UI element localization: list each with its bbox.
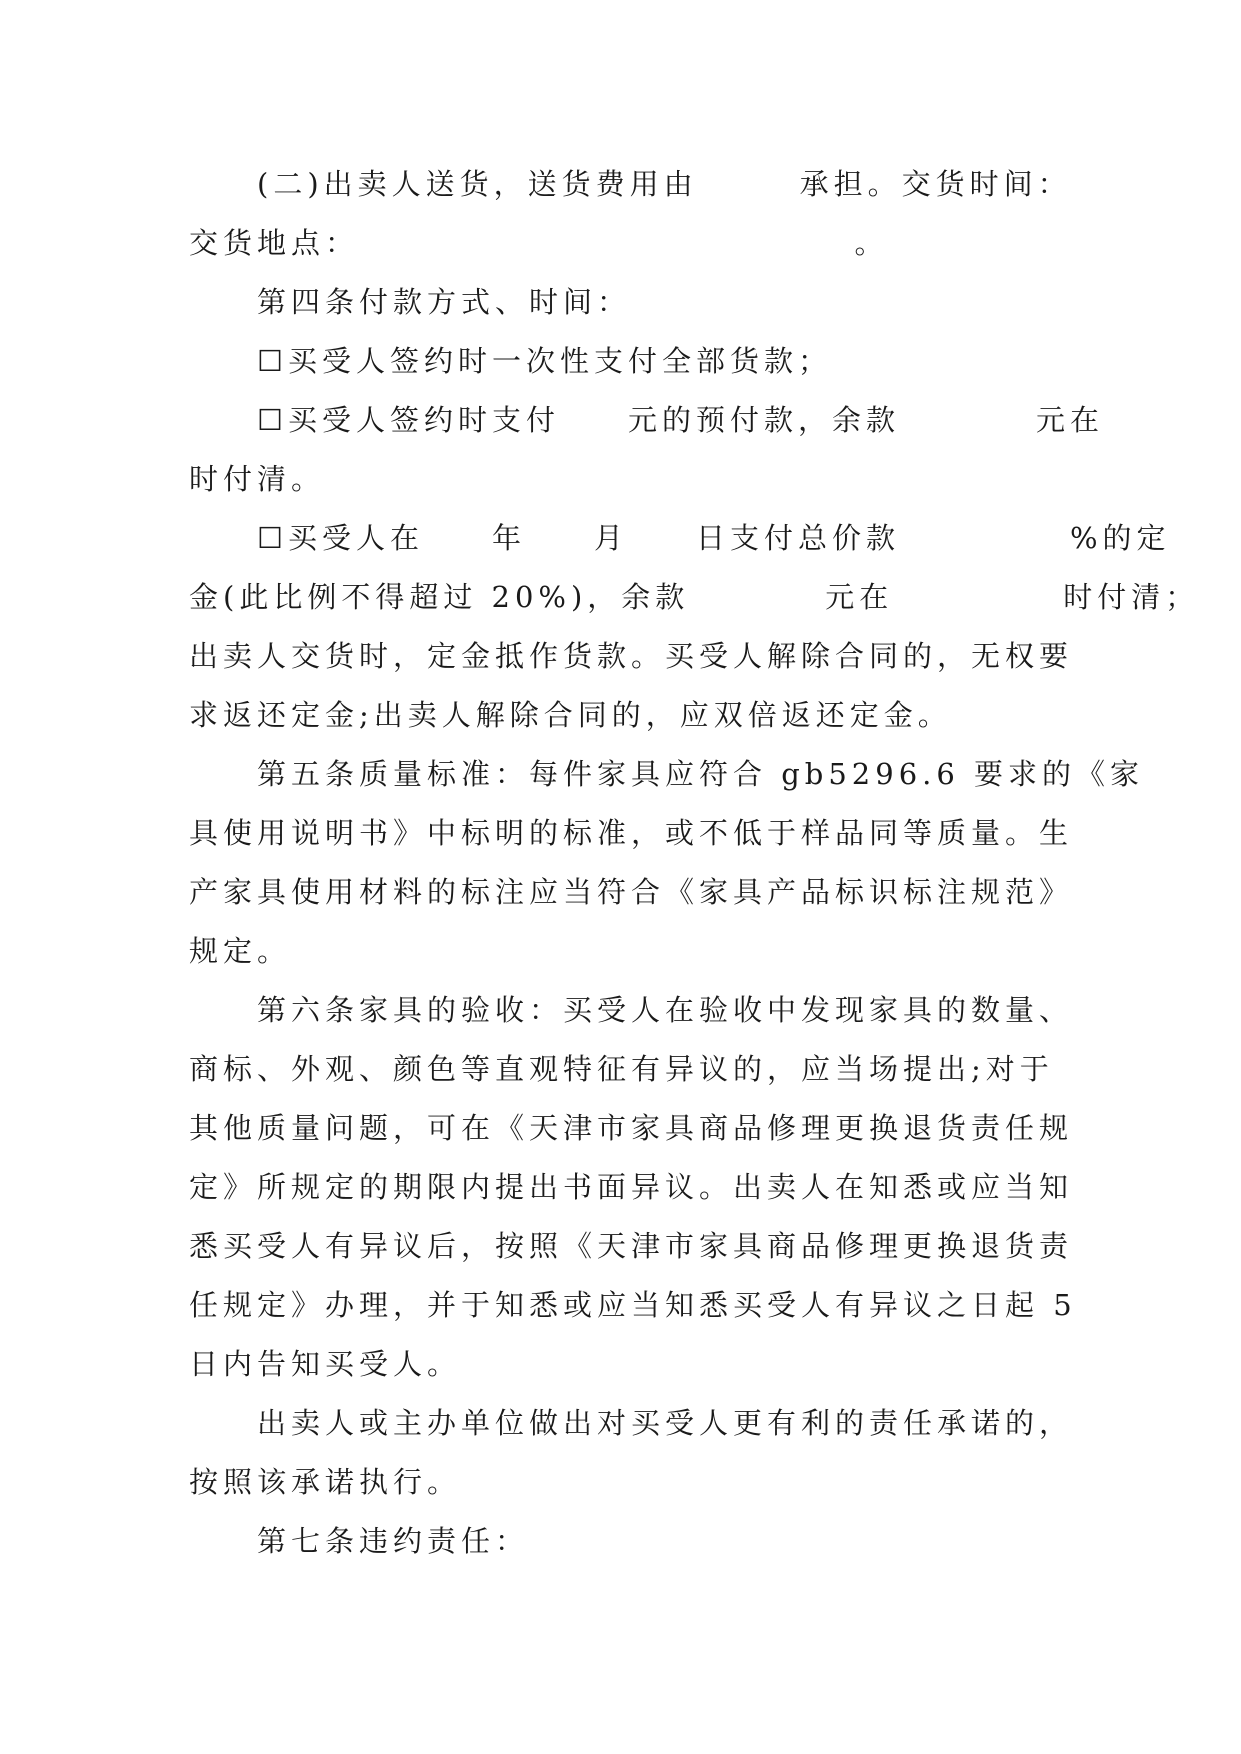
text-line: 第七条违约责任： bbox=[257, 1524, 530, 1558]
text-line: 定》所规定的期限内提出书面异议。出卖人在知悉或应当知 bbox=[189, 1170, 1074, 1204]
text-line: 其他质量问题，可在《天津市家具商品修理更换退货责任规 bbox=[189, 1111, 1074, 1145]
text-line: ☐买受人签约时一次性支付全部货款； bbox=[257, 344, 832, 378]
paragraph-article-5 bbox=[189, 745, 1145, 981]
text-line: (二)出卖人送货，送货费用由 承担。交货时间： bbox=[257, 167, 1072, 201]
text-line: 交货地点： 。 bbox=[189, 226, 889, 260]
text-line: 日内告知买受人。 bbox=[189, 1347, 462, 1381]
text-line: 金(此比例不得超过 20%)，余款 元在 时付清； bbox=[189, 580, 1200, 614]
paragraph-article-6 bbox=[189, 981, 1077, 1394]
document-page bbox=[189, 155, 1200, 1571]
paragraph-payment-option-2 bbox=[189, 391, 1104, 509]
text-line: 按照该承诺执行。 bbox=[189, 1465, 462, 1499]
text-line: 悉买受人有异议后，按照《天津市家具商品修理更换退货责 bbox=[189, 1229, 1074, 1263]
text-line: ☐买受人签约时支付 元的预付款，余款 元在 bbox=[257, 403, 1104, 437]
text-line: 产家具使用材料的标注应当符合《家具产品标识标注规范》 bbox=[189, 875, 1074, 909]
paragraph-payment-option-1 bbox=[189, 332, 1059, 391]
text-line: 时付清。 bbox=[189, 462, 326, 496]
text-line: 求返还定金;出卖人解除合同的，应双倍返还定金。 bbox=[189, 698, 952, 732]
text-line: 第五条质量标准：每件家具应符合 gb5296.6 要求的《家 bbox=[257, 757, 1145, 791]
text-line: 出卖人交货时，定金抵作货款。买受人解除合同的，无权要 bbox=[189, 639, 1074, 673]
text-line: 具使用说明书》中标明的标准，或不低于样品同等质量。生 bbox=[189, 816, 1074, 850]
text-line: ☐买受人在 年 月 日支付总价款 %的定 bbox=[257, 521, 1171, 555]
text-line: 规定。 bbox=[189, 934, 292, 968]
paragraph-commitment bbox=[189, 1394, 1074, 1512]
text-line: 出卖人或主办单位做出对买受人更有利的责任承诺的， bbox=[257, 1406, 1074, 1440]
text-line: 商标、外观、颜色等直观特征有异议的，应当场提出;对于 bbox=[189, 1052, 1054, 1086]
paragraph-article-4-heading bbox=[189, 273, 1059, 332]
paragraph-delivery bbox=[189, 155, 1072, 273]
text-line: 第四条付款方式、时间： bbox=[257, 285, 632, 319]
paragraph-article-7-heading bbox=[189, 1512, 1059, 1571]
text-line: 任规定》办理，并于知悉或应当知悉买受人有异议之日起 5 bbox=[189, 1288, 1077, 1322]
paragraph-payment-option-3 bbox=[189, 509, 1200, 745]
text-line: 第六条家具的验收：买受人在验收中发现家具的数量、 bbox=[257, 993, 1074, 1027]
